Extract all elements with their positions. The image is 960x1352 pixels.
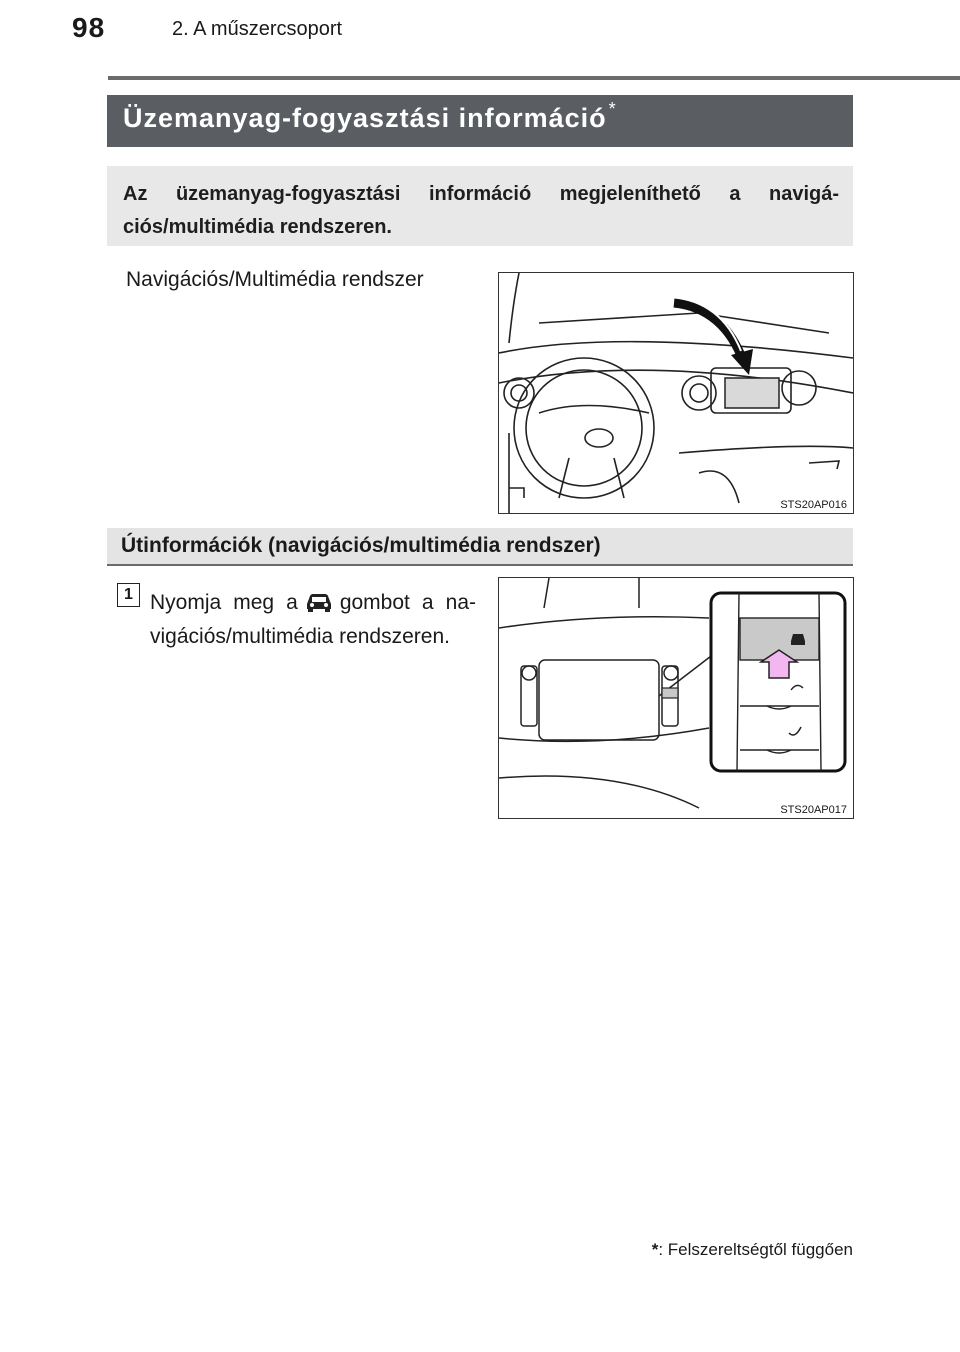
step-text [150, 586, 476, 654]
intro-box [107, 166, 853, 246]
page-number: 98 [72, 12, 106, 43]
footnote-marker: * [651, 1240, 659, 1259]
footnote [600, 1240, 853, 1260]
nav-system-label: Navigációs/Multimédia rendszer [126, 268, 424, 291]
header-rule [108, 76, 960, 80]
multimedia-figure [498, 577, 854, 819]
subsection-title: Útinformációk (navigációs/multimédia rendszer) [121, 534, 601, 557]
subsection-bar [107, 528, 853, 566]
section-label: 2. A műszercsoport [172, 18, 343, 40]
dashboard-figure [498, 272, 854, 514]
title-bar [107, 95, 853, 147]
footnote-text: : Felszereltségtől függően [658, 1240, 853, 1259]
page-title-text: Üzemanyag-fogyasztási információ [123, 103, 607, 133]
page-title [123, 99, 617, 134]
step-text-after: gombot a na-vigációs/multimédia rendszeren. [150, 591, 476, 648]
intro-text: Az üzemanyag-fogyasztási információ megjeleníthető a navigá-ciós/multimédia rendszeren. [123, 183, 839, 238]
car-icon [304, 592, 334, 612]
multimedia-button-illustration-icon [499, 578, 853, 818]
step-text-before: Nyomja meg a [150, 591, 298, 614]
step-number: 1 [117, 583, 140, 607]
title-footnote-marker: * [608, 99, 617, 119]
figure-code: STS20AP016 [780, 499, 847, 511]
figure-code: STS20AP017 [780, 804, 847, 816]
dashboard-illustration-icon [499, 273, 853, 513]
